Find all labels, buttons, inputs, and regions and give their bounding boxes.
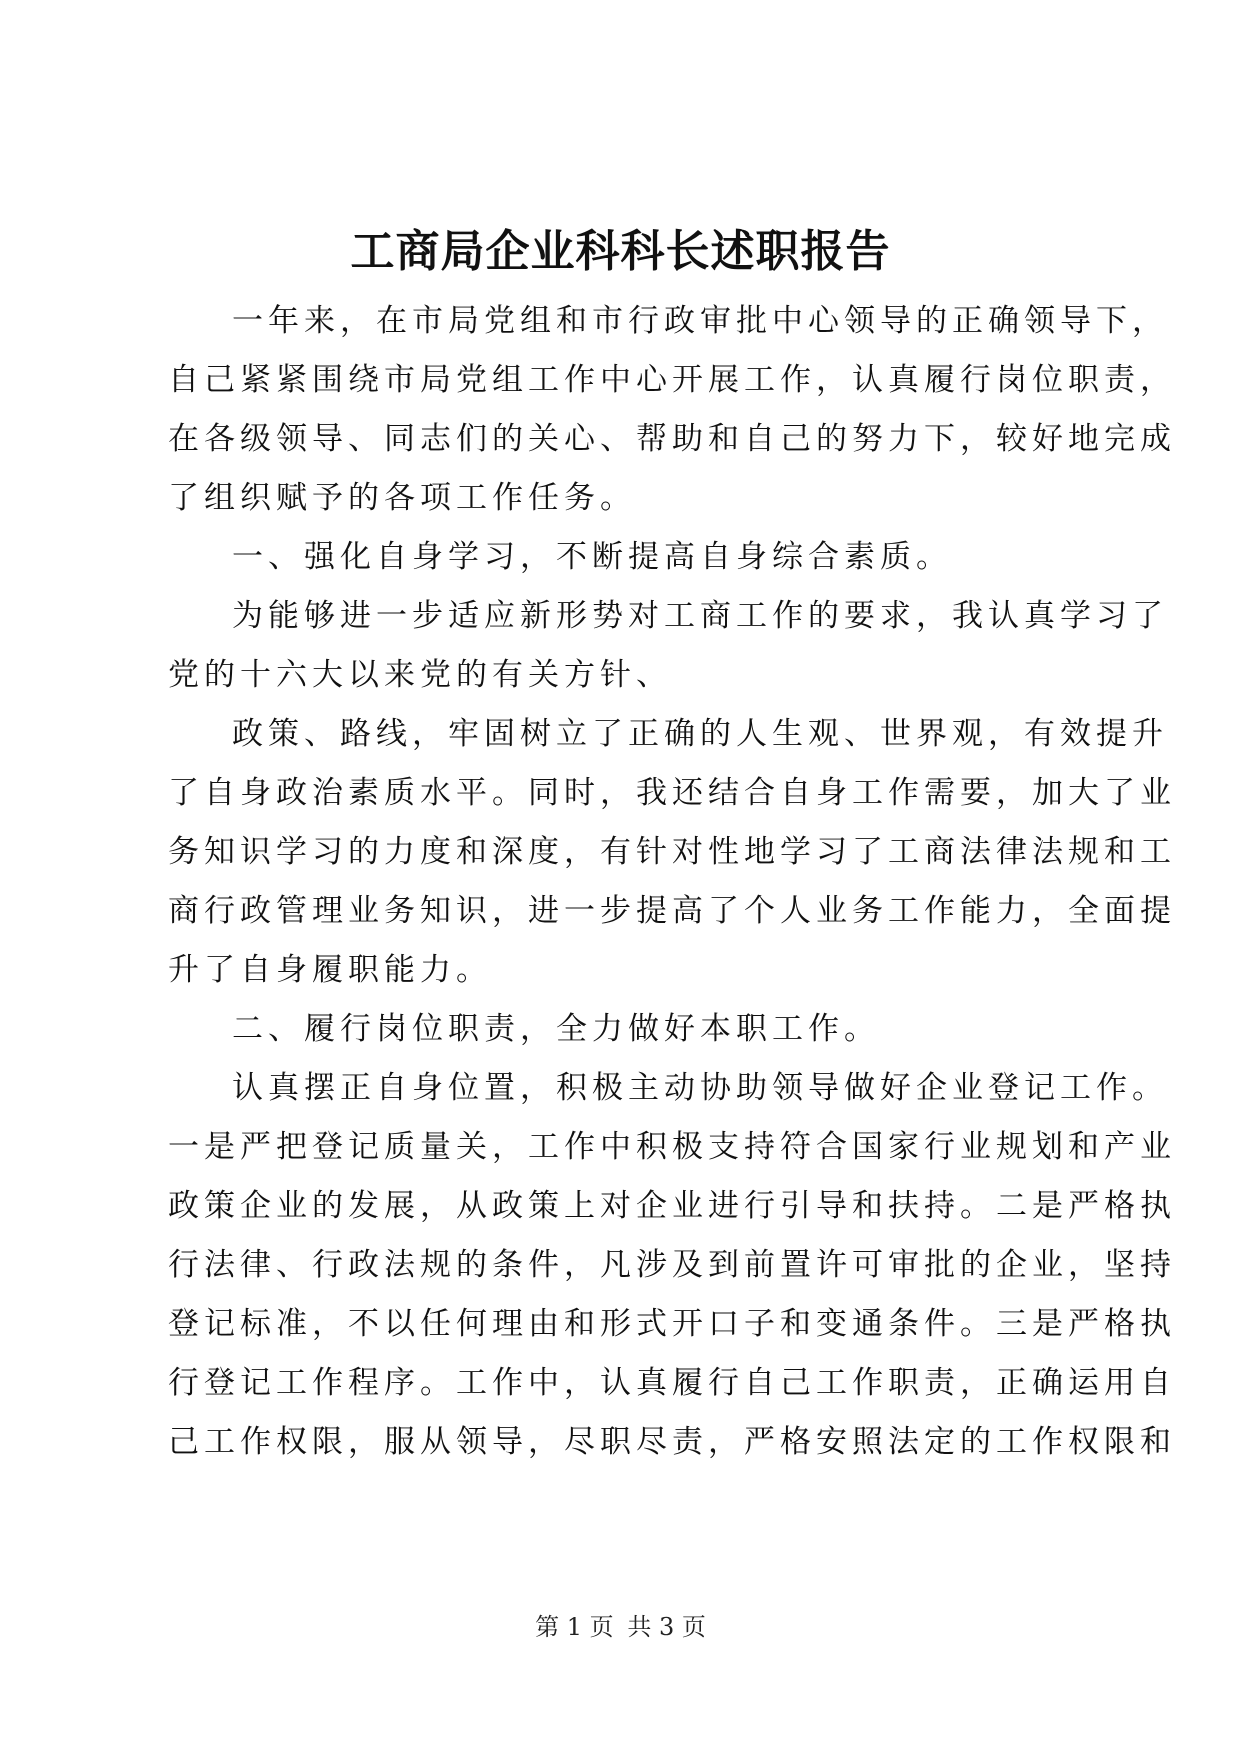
text-line: 政策、路线，牢固树立了正确的人生观、世界观，有效提升 — [232, 716, 1168, 752]
text-line: 登记标准，不以任何理由和形式开口子和变通条件。三是严格执 — [168, 1306, 1176, 1342]
text-line: 一、强化自身学习，不断提高自身综合素质。 — [232, 539, 952, 575]
text-line: 己工作权限，服从领导，尽职尽责，严格安照法定的工作权限和 — [168, 1424, 1176, 1460]
text-line: 在各级领导、同志们的关心、帮助和自己的努力下，较好地完成 — [168, 421, 1176, 457]
text-line: 认真摆正自身位置，积极主动协助领导做好企业登记工作。 — [232, 1070, 1168, 1106]
text-line: 行登记工作程序。工作中，认真履行自己工作职责，正确运用自 — [168, 1365, 1176, 1401]
section-heading-2 — [168, 1000, 1088, 1059]
page-number: 第 1 页 — [535, 1613, 614, 1641]
text-line: 自己紧紧围绕市局党组工作中心开展工作，认真履行岗位职责， — [168, 362, 1176, 398]
text-line: 务知识学习的力度和深度，有针对性地学习了工商法律法规和工 — [168, 834, 1176, 870]
text-line: 二、履行岗位职责，全力做好本职工作。 — [232, 1011, 880, 1047]
text-line: 商行政管理业务知识，进一步提高了个人业务工作能力，全面提 — [168, 893, 1176, 929]
text-line: 一是严把登记质量关，工作中积极支持符合国家行业规划和产业 — [168, 1129, 1176, 1165]
paragraph-duties — [168, 1059, 1176, 1472]
text-line: 政策企业的发展，从政策上对企业进行引导和扶持。二是严格执 — [168, 1188, 1176, 1224]
text-line: 了自身政治素质水平。同时，我还结合自身工作需要，加大了业 — [168, 775, 1176, 811]
text-line: 一年来，在市局党组和市行政审批中心领导的正确领导下， — [232, 303, 1168, 339]
paragraph-intro — [168, 292, 1176, 528]
document-body — [168, 292, 1176, 1472]
text-line: 为能够进一步适应新形势对工商工作的要求，我认真学习了 — [232, 598, 1168, 634]
text-line: 党的十六大以来党的有关方针、 — [168, 657, 672, 693]
paragraph-policy — [168, 705, 1176, 1000]
document-title: 工商局企业科科长述职报告 — [350, 226, 891, 277]
text-line: 行法律、行政法规的条件，凡涉及到前置许可审批的企业，坚持 — [168, 1247, 1176, 1283]
page-total: 共 3 页 — [627, 1613, 706, 1641]
page-footer — [0, 1612, 1241, 1642]
text-line: 了组织赋予的各项工作任务。 — [168, 480, 636, 516]
section-heading-1 — [168, 528, 1088, 587]
text-line: 升了自身履职能力。 — [168, 952, 492, 988]
paragraph-study — [168, 587, 1168, 705]
